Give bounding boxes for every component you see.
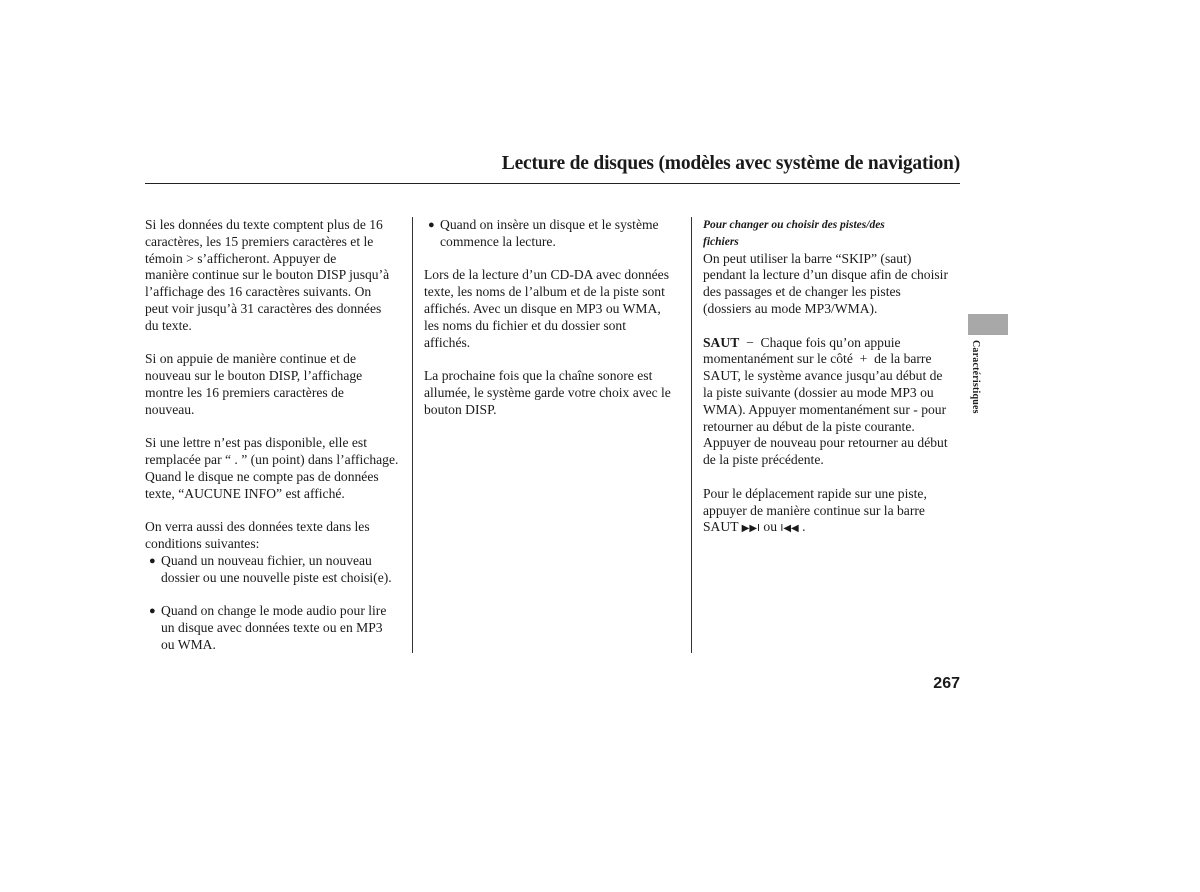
plus-symbol: + <box>859 351 868 367</box>
page-title: Lecture de disques (modèles avec système de navigation) <box>501 153 960 174</box>
col2-paragraph-2: La prochaine fois que la chaîne sonore est allumée, le système garde votre choix avec le bouton DISP. <box>424 368 671 417</box>
column-1 <box>145 217 407 654</box>
section-subheading: Pour changer ou choisir des pistes/des fichiers <box>703 219 885 248</box>
column-divider-1 <box>412 217 413 653</box>
column-2 <box>424 217 684 419</box>
col1-paragraph-1: Si les données du texte comptent plus de 16 caractères, les 15 premiers caractères et le témoin > s’afficheront. Appuyer de manière continue sur le bouton DISP jusqu’à l’affichage des 16 caractères suivants. On peut voir jusqu’à 31 caractères des données du texte. <box>145 217 390 333</box>
rewind-icon: I◀◀ <box>780 523 799 535</box>
col3-paragraph-2: SAUT − Chaque fois qu’on appuie momentanément sur le côté + de la barre SAUT, le système avance jusqu’au début de la piste suivante (dossier au mode MP3 ou WMA). Appuyer momentanément sur - pour retourner au début de la piste courante. Appuyer de nouveau pour retourner au début de la piste précédente. <box>703 334 948 468</box>
section-tab-label: Caractéristiques <box>970 340 981 414</box>
list-item: ● Quand on insère un disque et le système commence la lecture. <box>428 217 659 249</box>
list-item: ● Quand un nouveau fichier, un nouveau dossier ou une nouvelle piste est choisi(e). <box>149 552 392 585</box>
saut-label: SAUT <box>703 334 740 350</box>
list-item: ● Quand on change le mode audio pour lire un disque avec données texte ou en MP3 ou WMA. <box>149 603 387 652</box>
section-tab-marker <box>968 314 1008 335</box>
bullet-icon: ● <box>149 554 156 567</box>
col3-paragraph-1: On peut utiliser la barre “SKIP” (saut) pendant la lecture d’un disque afin de choisir des passages et de changer les pistes (dossiers au mode MP3/WMA). <box>703 250 948 316</box>
col1-paragraph-4: On verra aussi des données texte dans les conditions suivantes: <box>145 519 370 552</box>
title-divider <box>145 183 960 184</box>
col3-paragraph-3: Pour le déplacement rapide sur une piste, appuyer de manière continue sur la barre SAUT ▶▶I ou I◀◀ . <box>703 485 927 535</box>
col1-paragraph-3: Si une lettre n’est pas disponible, elle est remplacée par “ . ” (un point) dans l’affichage. Quand le disque ne compte pas de données texte, “AUCUNE INFO” est affiché. <box>145 435 399 501</box>
bullet-icon: ● <box>149 605 156 618</box>
page-number: 267 <box>933 675 960 692</box>
bullet-icon: ● <box>428 219 435 231</box>
column-divider-2 <box>691 217 692 653</box>
fast-forward-icon: ▶▶I <box>741 523 761 535</box>
dash-symbol: − <box>746 334 754 350</box>
column-3 <box>703 217 961 538</box>
col1-paragraph-2: Si on appuie de manière continue et de nouveau sur le bouton DISP, l’affichage montre les 16 premiers caractères de nouveau. <box>145 351 363 417</box>
col2-paragraph-1: Lors de la lecture d’un CD-DA avec données texte, les noms de l’album et de la piste sont affichés. Avec un disque en MP3 ou WMA, les noms du fichier et du dossier sont affichés. <box>424 267 669 350</box>
